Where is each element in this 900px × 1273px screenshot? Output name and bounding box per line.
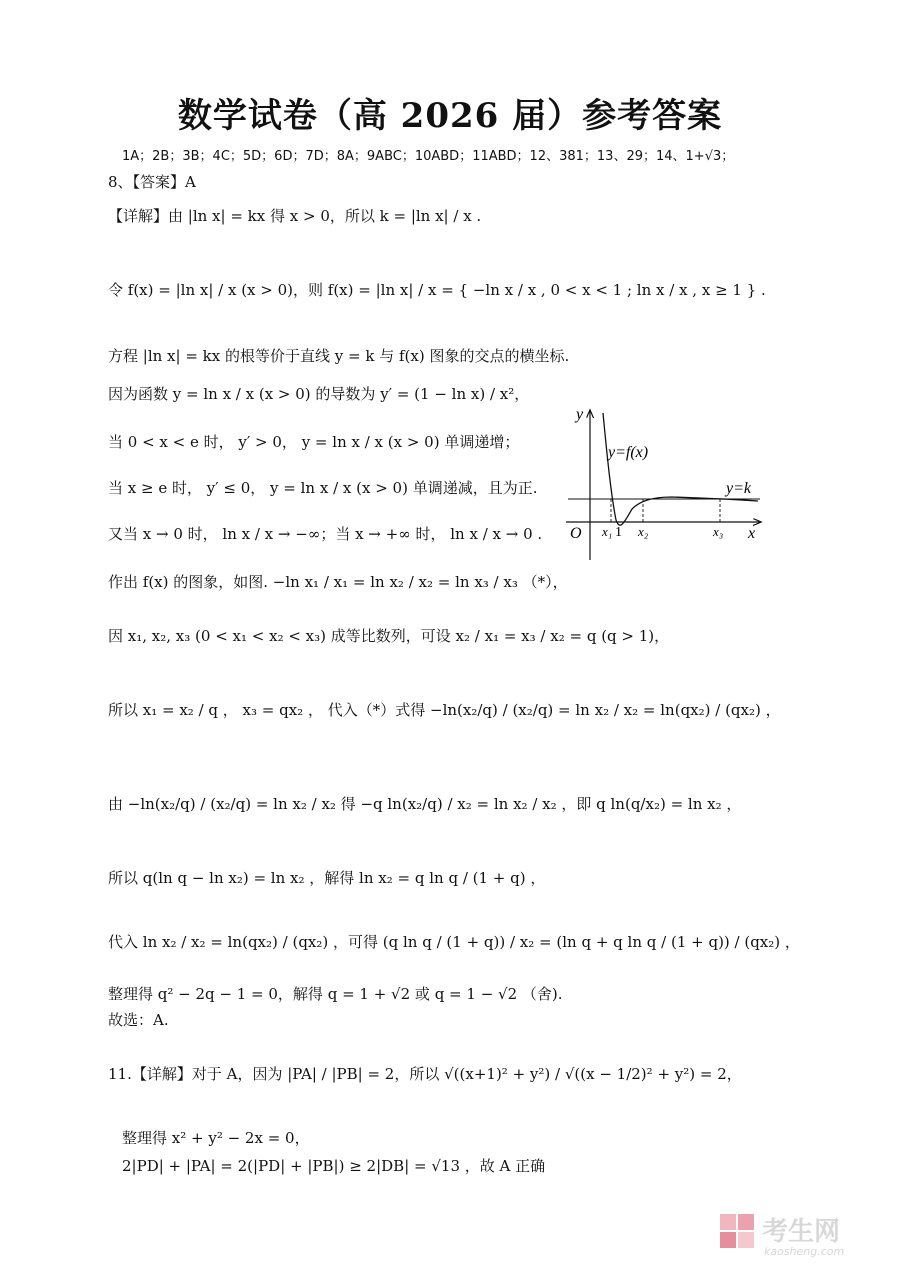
answer-key-line: 1A；2B；3B；4C；5D；6D；7D；8A；9ABC；10ABD；11ABD；12、381；13、29；14、1+√3； [122,149,735,164]
watermark-domain: kaosheng.com [764,1245,845,1258]
q8-line-10: 所以 x₁ = x₂ / q ， x₃ = qx₂ ， 代入（*）式得 −ln(x₂/q) / (x₂/q) = ln x₂ / x₂ = ln(qx₂) / (qx₂) ， [108,701,781,719]
x1-label: x₁ [602,524,613,539]
page-title: 数学试卷（高 2026 届）参考答案 [177,96,723,136]
x-axis-label: x [748,525,756,542]
watermark-logo [718,1208,888,1258]
watermark-brand: 考生网 [762,1217,841,1247]
q8-line-6: 当 x ≥ e 时， y′ ≤ 0， y = ln x / x (x > 0) 单调递减，且为正. [108,479,538,497]
x3-label: x₃ [713,524,724,539]
q11-line-2: 整理得 x² + y² − 2x = 0， [122,1129,310,1147]
q8-line-4: 因为函数 y = ln x / x (x > 0) 的导数为 y′ = (1 − ln x) / x²， [108,385,530,403]
watermark-mark-icon [720,1214,754,1248]
q8-line-2: 令 f(x) = |ln x| / x (x > 0)，则 f(x) = |ln x| / x = { −ln x / x , 0 < x < 1 ; ln x / x , x ≥ 1 } . [108,281,766,299]
line-label: y=k [726,480,751,497]
q8-line-9: 因 x₁, x₂, x₃ (0 < x₁ < x₂ < x₃) 成等比数列，可设 x₂ / x₁ = x₃ / x₂ = q (q > 1)， [108,627,670,645]
q8-line-7: 又当 x → 0 时， ln x / x → −∞；当 x → +∞ 时， ln x / x → 0 . [108,525,543,543]
curve-f [603,413,758,525]
y-axis-label: y [576,406,584,423]
q8-line-8: 作出 f(x) 的图象，如图. −ln x₁ / x₁ = ln x₂ / x₂ = ln x₃ / x₃ （*）， [108,573,568,591]
q8-line-5: 当 0 < x < e 时， y′ > 0， y = ln x / x (x > 0) 单调递增； [108,433,520,451]
x2-label: x₂ [638,524,649,539]
function-graph [560,405,770,565]
q8-line-3: 方程 |ln x| = kx 的根等价于直线 y = k 与 f(x) 图象的交点的横坐标. [108,347,570,365]
curve-label: y=f(x) [608,444,649,461]
q8-line-11: 由 −ln(x₂/q) / (x₂/q) = ln x₂ / x₂ 得 −q ln(x₂/q) / x₂ = ln x₂ / x₂ ，即 q ln(q/x₂) = ln x₂ ， [108,795,742,813]
q11-line-1: 11.【详解】对于 A，因为 |PA| / |PB| = 2，所以 √((x+1)² + y²) / √((x − 1/2)² + y²) = 2， [108,1065,742,1083]
origin-label: O [570,525,582,542]
q8-line-1: 【详解】由 |ln x| = kx 得 x > 0，所以 k = |ln x| / x . [108,207,482,225]
one-label: 1 [615,525,622,540]
q11-line-3: 2|PD| + |PA| = 2(|PD| + |PB|) ≥ 2|DB| = √13 ，故 A 正确 [122,1157,546,1175]
q8-heading: 8、【答案】A [108,173,196,191]
q8-line-14: 整理得 q² − 2q − 1 = 0，解得 q = 1 + √2 或 q = 1 − √2 （舍). [108,985,563,1003]
q8-line-12: 所以 q(ln q − ln x₂) = ln x₂ ，解得 ln x₂ = q ln q / (1 + q) ， [108,869,546,887]
q8-conclusion: 故选：A. [108,1011,169,1029]
q8-line-13: 代入 ln x₂ / x₂ = ln(qx₂) / (qx₂) ，可得 (q ln q / (1 + q)) / x₂ = (ln q + q ln q / (1 + q)) / (qx₂) ， [108,933,800,951]
